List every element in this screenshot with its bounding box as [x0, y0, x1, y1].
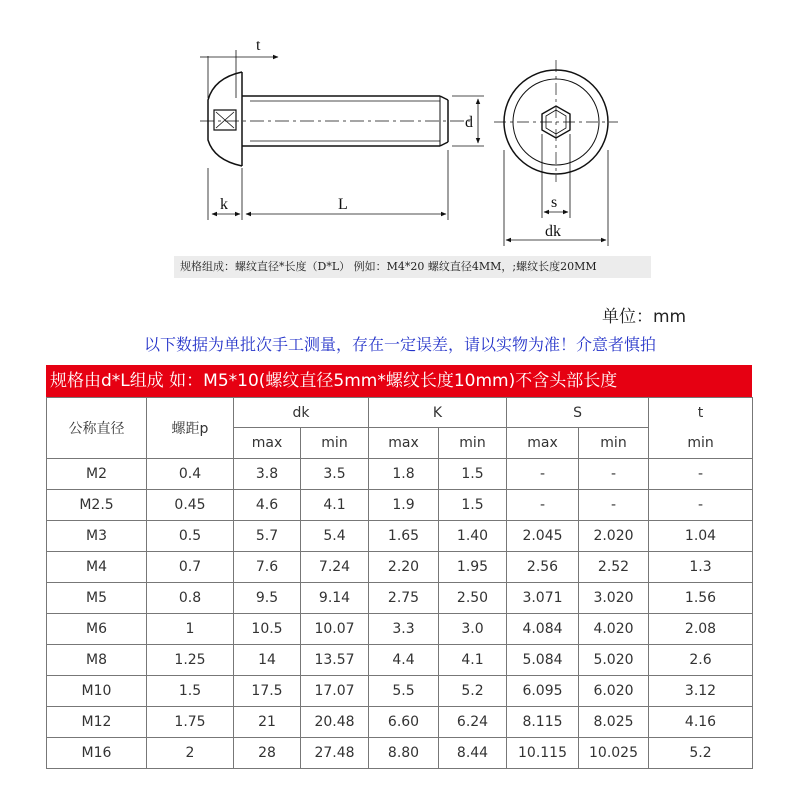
header-dk-max: max — [234, 428, 301, 459]
cell-dk-max: 5.7 — [234, 521, 301, 552]
cell-t-min: 4.16 — [649, 707, 753, 738]
cell-s-max: 5.084 — [507, 645, 579, 676]
cell-k-max: 2.20 — [369, 552, 439, 583]
spec-caption: 规格组成：螺纹直径*长度（D*L） 例如：M4*20 螺纹直径4MM，;螺纹长度20MM — [174, 256, 651, 278]
cell-k-max: 1.9 — [369, 490, 439, 521]
cell-dk-max: 10.5 — [234, 614, 301, 645]
cell-pitch: 1.5 — [147, 676, 234, 707]
cell-nominal: M16 — [47, 738, 147, 769]
cell-pitch: 0.7 — [147, 552, 234, 583]
cell-t-min: 5.2 — [649, 738, 753, 769]
cell-s-max: - — [507, 459, 579, 490]
cell-nominal: M2 — [47, 459, 147, 490]
cell-dk-min: 5.4 — [301, 521, 369, 552]
cell-k-max: 6.60 — [369, 707, 439, 738]
cell-dk-max: 17.5 — [234, 676, 301, 707]
cell-pitch: 2 — [147, 738, 234, 769]
header-s-min: min — [579, 428, 649, 459]
cell-dk-min: 4.1 — [301, 490, 369, 521]
cell-nominal: M4 — [47, 552, 147, 583]
label-L: L — [338, 196, 348, 213]
cell-k-max: 8.80 — [369, 738, 439, 769]
table-row — [47, 645, 753, 676]
cell-dk-min: 3.5 — [301, 459, 369, 490]
cell-s-min: 8.025 — [579, 707, 649, 738]
screw-technical-drawing — [0, 0, 800, 250]
cell-k-max: 2.75 — [369, 583, 439, 614]
header-t: t — [649, 398, 753, 428]
cell-nominal: M10 — [47, 676, 147, 707]
cell-t-min: 1.04 — [649, 521, 753, 552]
cell-pitch: 1.75 — [147, 707, 234, 738]
cell-k-max: 1.8 — [369, 459, 439, 490]
cell-s-max: 2.56 — [507, 552, 579, 583]
cell-dk-min: 13.57 — [301, 645, 369, 676]
cell-k-min: 1.5 — [439, 490, 507, 521]
label-k: k — [220, 196, 228, 213]
cell-pitch: 0.8 — [147, 583, 234, 614]
header-k: K — [369, 398, 507, 428]
cell-s-max: - — [507, 490, 579, 521]
cell-t-min: 1.3 — [649, 552, 753, 583]
table-row — [47, 614, 753, 645]
cell-k-min: 2.50 — [439, 583, 507, 614]
cell-s-max: 4.084 — [507, 614, 579, 645]
cell-k-max: 5.5 — [369, 676, 439, 707]
cell-nominal: M12 — [47, 707, 147, 738]
cell-dk-min: 9.14 — [301, 583, 369, 614]
cell-dk-max: 21 — [234, 707, 301, 738]
label-t: t — [256, 37, 261, 54]
table-row — [47, 583, 753, 614]
cell-dk-min: 27.48 — [301, 738, 369, 769]
spec-banner: 规格由d*L组成 如：M5*10(螺纹直径5mm*螺纹长度10mm)不含头部长度 — [46, 365, 752, 397]
table-row — [47, 490, 753, 521]
header-dk: dk — [234, 398, 369, 428]
header-k-max: max — [369, 428, 439, 459]
cell-s-min: 5.020 — [579, 645, 649, 676]
cell-nominal: M8 — [47, 645, 147, 676]
table-row — [47, 738, 753, 769]
cell-s-min: 2.020 — [579, 521, 649, 552]
cell-s-min: 4.020 — [579, 614, 649, 645]
cell-t-min: 2.08 — [649, 614, 753, 645]
header-s: S — [507, 398, 649, 428]
cell-nominal: M5 — [47, 583, 147, 614]
header-k-min: min — [439, 428, 507, 459]
cell-pitch: 0.45 — [147, 490, 234, 521]
cell-k-max: 1.65 — [369, 521, 439, 552]
cell-dk-max: 28 — [234, 738, 301, 769]
cell-t-min: 3.12 — [649, 676, 753, 707]
spec-table — [46, 397, 753, 769]
cell-t-min: 2.6 — [649, 645, 753, 676]
cell-dk-max: 14 — [234, 645, 301, 676]
cell-k-min: 1.5 — [439, 459, 507, 490]
cell-s-min: - — [579, 490, 649, 521]
table-row — [47, 676, 753, 707]
cell-pitch: 0.5 — [147, 521, 234, 552]
cell-dk-max: 9.5 — [234, 583, 301, 614]
cell-dk-min: 10.07 — [301, 614, 369, 645]
cell-s-max: 6.095 — [507, 676, 579, 707]
label-s: s — [551, 194, 558, 211]
cell-t-min: - — [649, 459, 753, 490]
measurement-notice: 以下数据为单批次手工测量，存在一定误差，请以实物为准！介意者慎拍 — [143, 335, 656, 354]
cell-s-min: 6.020 — [579, 676, 649, 707]
cell-s-min: - — [579, 459, 649, 490]
cell-pitch: 1.25 — [147, 645, 234, 676]
cell-s-min: 2.52 — [579, 552, 649, 583]
cell-k-min: 8.44 — [439, 738, 507, 769]
screw-end-view — [494, 60, 618, 182]
cell-s-max: 3.071 — [507, 583, 579, 614]
cell-dk-min: 17.07 — [301, 676, 369, 707]
cell-k-min: 1.40 — [439, 521, 507, 552]
cell-pitch: 0.4 — [147, 459, 234, 490]
cell-k-min: 3.0 — [439, 614, 507, 645]
header-nominal-diameter: 公称直径 — [47, 398, 147, 459]
cell-s-max: 10.115 — [507, 738, 579, 769]
table-row — [47, 459, 753, 490]
cell-dk-min: 20.48 — [301, 707, 369, 738]
unit-label: 单位：mm — [602, 307, 687, 327]
cell-nominal: M6 — [47, 614, 147, 645]
cell-nominal: M3 — [47, 521, 147, 552]
cell-dk-max: 4.6 — [234, 490, 301, 521]
cell-dk-min: 7.24 — [301, 552, 369, 583]
header-pitch: 螺距p — [147, 398, 234, 459]
cell-k-min: 5.2 — [439, 676, 507, 707]
cell-k-min: 6.24 — [439, 707, 507, 738]
header-s-max: max — [507, 428, 579, 459]
cell-k-min: 4.1 — [439, 645, 507, 676]
cell-k-min: 1.95 — [439, 552, 507, 583]
cell-k-max: 3.3 — [369, 614, 439, 645]
label-d: d — [465, 114, 473, 131]
cell-k-max: 4.4 — [369, 645, 439, 676]
cell-t-min: - — [649, 490, 753, 521]
cell-s-max: 2.045 — [507, 521, 579, 552]
table-row — [47, 707, 753, 738]
cell-dk-max: 7.6 — [234, 552, 301, 583]
cell-s-min: 10.025 — [579, 738, 649, 769]
cell-dk-max: 3.8 — [234, 459, 301, 490]
label-dk: dk — [545, 223, 561, 240]
cell-t-min: 1.56 — [649, 583, 753, 614]
cell-pitch: 1 — [147, 614, 234, 645]
table-row — [47, 552, 753, 583]
spec-table-body — [47, 459, 753, 769]
header-t-min: min — [649, 428, 753, 459]
cell-nominal: M2.5 — [47, 490, 147, 521]
table-row — [47, 521, 753, 552]
cell-s-min: 3.020 — [579, 583, 649, 614]
header-dk-min: min — [301, 428, 369, 459]
screw-side-view — [200, 72, 470, 166]
cell-s-max: 8.115 — [507, 707, 579, 738]
